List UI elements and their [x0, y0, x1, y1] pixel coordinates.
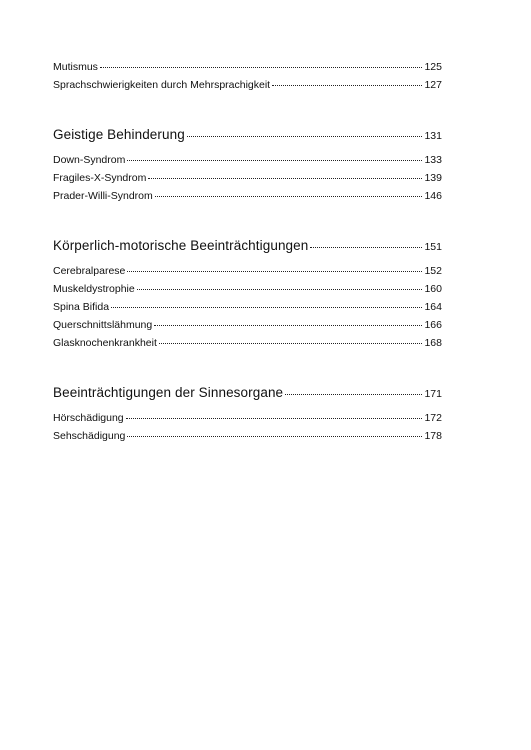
toc-entry[interactable] [53, 427, 442, 445]
toc-entry-title: Sprachschwierigkeiten durch Mehrsprachigkeit [53, 79, 271, 91]
toc-entry[interactable] [53, 151, 442, 169]
toc-entry[interactable] [53, 316, 442, 334]
toc-chapter-title: Geistige Behinderung [53, 127, 185, 142]
toc-entry-page: 178 [424, 430, 442, 442]
toc-chapter-heading[interactable] [53, 123, 442, 147]
toc-chapter-title: Beeinträchtigungen der Sinnesorgane [53, 385, 284, 400]
dot-leader [285, 394, 422, 395]
toc-entry-page: 133 [424, 154, 442, 166]
toc-entry[interactable] [53, 262, 442, 280]
section-spacer [53, 352, 442, 366]
dot-leader [310, 247, 422, 248]
toc-entry-page: 164 [424, 301, 442, 313]
dot-leader [127, 271, 422, 272]
toc-entry-title: Hörschädigung [53, 412, 124, 424]
toc-entry-title: Down-Syndrom [53, 154, 126, 166]
dot-leader [137, 289, 423, 290]
toc-entry-page: 146 [424, 190, 442, 202]
toc-entry-title: Querschnittslähmung [53, 319, 153, 331]
dot-leader [126, 418, 423, 419]
dot-leader [127, 160, 422, 161]
toc-entry-title: Sehschädigung [53, 430, 126, 442]
dot-leader [159, 343, 423, 344]
table-of-contents [53, 58, 442, 445]
toc-entry-page: 172 [424, 412, 442, 424]
dot-leader [154, 325, 422, 326]
toc-entry-title: Cerebralparese [53, 265, 126, 277]
dot-leader [111, 307, 422, 308]
toc-chapter-heading[interactable] [53, 234, 442, 258]
section-spacer [53, 94, 442, 108]
toc-entry-title: Spina Bifida [53, 301, 110, 313]
toc-entry-page: 139 [424, 172, 442, 184]
toc-chapter-page: 171 [424, 388, 442, 400]
dot-leader [155, 196, 423, 197]
toc-chapter-heading[interactable] [53, 381, 442, 405]
toc-entry-title: Mutismus [53, 61, 98, 73]
dot-leader [187, 136, 423, 137]
toc-entry-page: 168 [424, 337, 442, 349]
section-spacer [53, 205, 442, 219]
toc-entry-page: 127 [424, 79, 442, 91]
toc-entry-title: Fragiles-X-Syndrom [53, 172, 147, 184]
toc-chapter-page: 131 [424, 130, 442, 142]
toc-entry[interactable] [53, 169, 442, 187]
toc-entry[interactable] [53, 76, 442, 94]
toc-chapter-page: 151 [424, 241, 442, 253]
dot-leader [127, 436, 422, 437]
dot-leader [100, 67, 423, 68]
toc-chapter-title: Körperlich-motorische Beeinträchtigungen [53, 238, 309, 253]
toc-entry-page: 125 [424, 61, 442, 73]
toc-entry-title: Glasknochenkrankheit [53, 337, 157, 349]
toc-entry-title: Muskeldystrophie [53, 283, 135, 295]
toc-entry[interactable] [53, 187, 442, 205]
toc-entry[interactable] [53, 280, 442, 298]
toc-entry[interactable] [53, 298, 442, 316]
toc-entry-page: 152 [424, 265, 442, 277]
dot-leader [272, 85, 422, 86]
toc-entry[interactable] [53, 334, 442, 352]
toc-entry-page: 160 [424, 283, 442, 295]
toc-entry-title: Prader-Willi-Syndrom [53, 190, 153, 202]
toc-entry[interactable] [53, 409, 442, 427]
toc-entry[interactable] [53, 58, 442, 76]
toc-entry-page: 166 [424, 319, 442, 331]
dot-leader [148, 178, 422, 179]
